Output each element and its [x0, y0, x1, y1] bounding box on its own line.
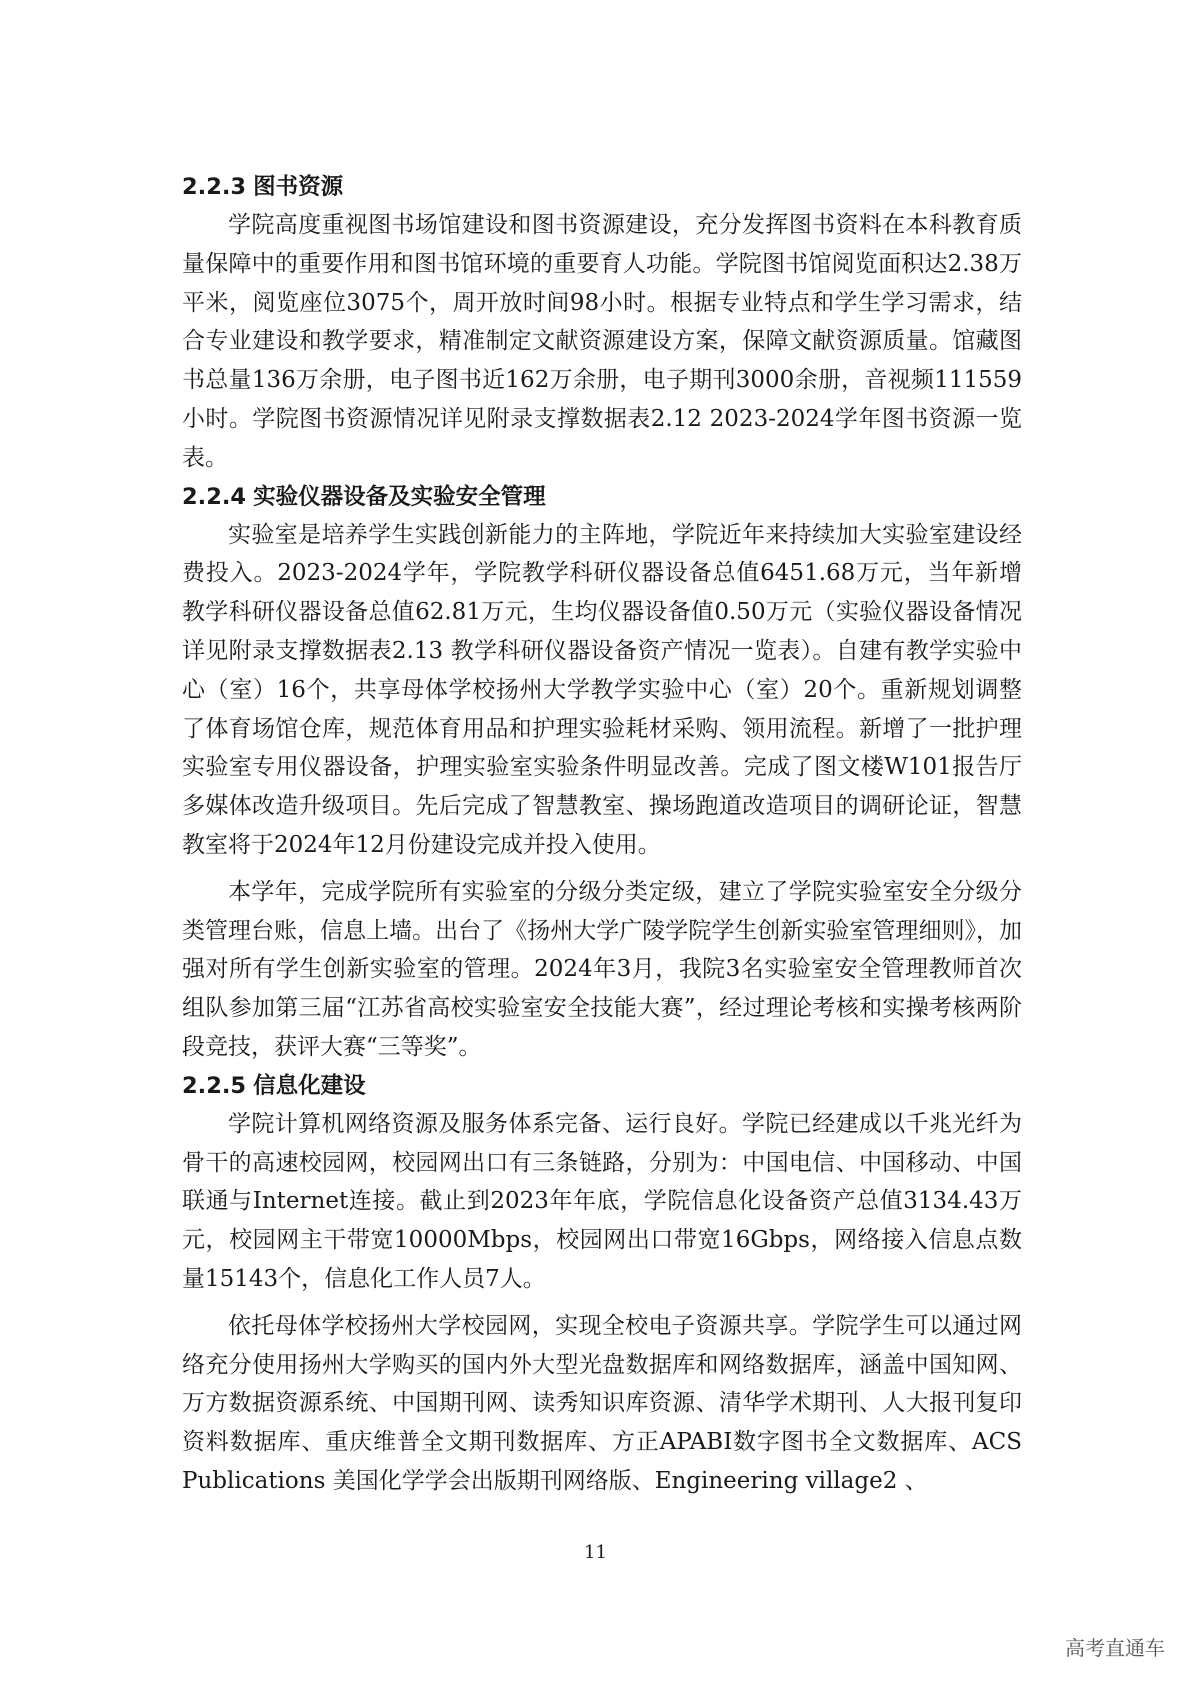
paragraph-gap: [182, 1299, 1022, 1307]
section-number: 2.2.3: [182, 174, 247, 200]
section-heading-library: [182, 168, 1022, 206]
section-number: 2.2.4: [182, 483, 247, 510]
paragraph: 实验室是培养学生实践创新能力的主阵地，学院近年来持续加大实验室建设经费投入。2023-2024学年，学院教学科研仪器设备总值6451.68万元，当年新增教学科研仪器设备总值62.81万元，生均仪器设备值0.50万元（实验仪器设备情况详见附录支撑数据表2.13 教学科研仪器设备资产情况一览表）。自建有教学实验中心（室）16个，共享母体学校扬州大学教学实验中心（室）20个。重新规划调整了体育场馆仓库，规范体育用品和护理实验耗材采购、领用流程。新增了一批护理实验室专用仪器设备，护理实验室实验条件明显改善。完成了图文楼W101报告厅多媒体改造升级项目。先后完成了智慧教室、操场跑道改造项目的调研论证，智慧教室将于2024年12月份建设完成并投入使用。: [182, 521, 1022, 858]
paragraph: 学院计算机网络资源及服务体系完备、运行良好。学院已经建成以千兆光纤为骨干的高速校园网，校园网出口有三条链路，分别为：中国电信、中国移动、中国联通与Internet连接。截止到2023年年底，学院信息化设备资产总值3134.43万元，校园网主干带宽10000Mbps，校园网出口带宽16Gbps，网络接入信息点数量15143个，信息化工作人员7人。: [182, 1110, 1022, 1292]
section-title: 图书资源: [253, 174, 344, 200]
paragraph: 学院高度重视图书场馆建设和图书资源建设，充分发挥图书资料在本科教育质量保障中的重要作用和图书馆环境的重要育人功能。学院图书馆阅览面积达2.38万平米，阅览座位3075个，周开放时间98小时。根据专业特点和学生学习需求，结合专业建设和教学要求，精准制定文献资源建设方案，保障文献资源质量。馆藏图书总量136万余册，电子图书近162万余册，电子期刊3000余册，音视频111559小时。学院图书资源情况详见附录支撑数据表2.12 2023-2024学年图书资源一览表。: [182, 212, 1022, 471]
paragraph: 本学年，完成学院所有实验室的分级分类定级，建立了学院实验室安全分级分类管理台账，信息上墙。出台了《扬州大学广陵学院学生创新实验室管理细则》，加强对所有学生创新实验室的管理。2024年3月，我院3名实验室安全管理教师首次组队参加第三届“江苏省高校实验室安全技能大赛”，经过理论考核和实操考核两阶段竞技，获评大赛“三等奖”。: [182, 878, 1022, 1060]
paragraph-gap: [182, 865, 1022, 873]
paragraph: 依托母体学校扬州大学校园网，实现全校电子资源共享。学院学生可以通过网络充分使用扬州大学购买的国内外大型光盘数据库和网络数据库，涵盖中国知网、万方数据资源系统、中国期刊网、读秀知识库资源、清华学术期刊、人大报刊复印资料数据库、重庆维普全文期刊数据库、方正APABI数字图书全文数据库、ACS Publications 美国化学学会出版期刊网络版、Engineering village2 、: [182, 1312, 1022, 1494]
watermark: 高考直通车: [1065, 1636, 1165, 1660]
page-content: [182, 168, 1022, 1501]
section-title: 信息化建设: [253, 1072, 366, 1099]
section-heading-lab: [182, 478, 1022, 516]
section-title: 实验仪器设备及实验安全管理: [253, 483, 546, 510]
page-number: 11: [584, 1542, 607, 1563]
section-number: 2.2.5: [182, 1072, 247, 1099]
section-heading-it: [182, 1067, 1022, 1105]
